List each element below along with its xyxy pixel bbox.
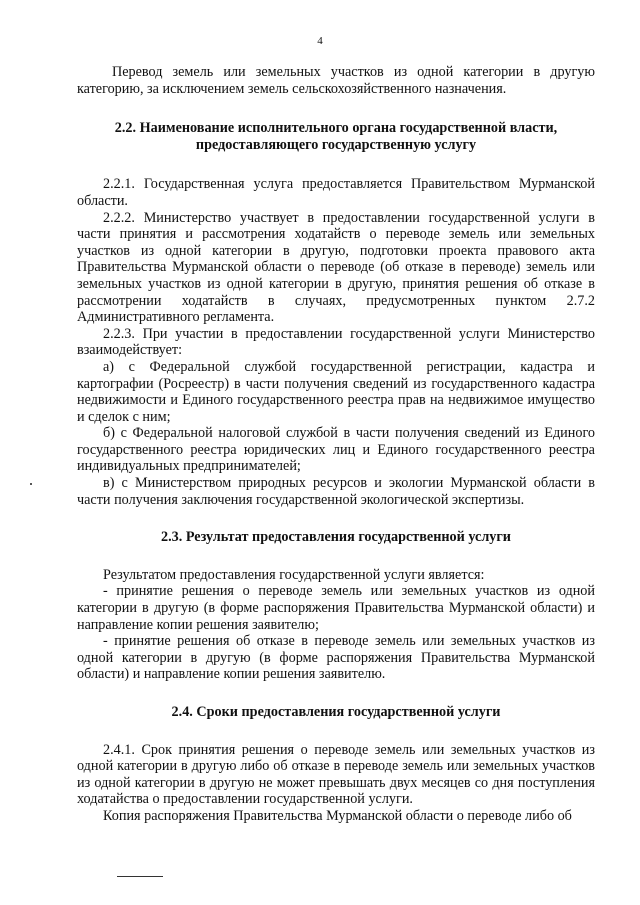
document-body [77,64,595,825]
scan-mark [30,483,32,485]
paragraph-2-2-3-c: в) с Министерством природных ресурсов и экологии Мурманской области в части получения заключения государственной экологической экспертизы. [77,475,595,508]
paragraph-2-2-3-a: а) с Федеральной службой государственной регистрации, кадастра и картографии (Росреестр) в части получения сведений из государственного кадастра недвижимости и Единого государственного реестра прав на недвижимое имущество и сделок с ним; [77,358,595,425]
paragraph-2-3-item-1: - принятие решения о переводе земель или земельных участков из одной категории в другую (в форме распоряжения Правительства Мурманской области) и направление копии решения заявителю; [77,583,595,633]
paragraph-2-4-1: 2.4.1. Срок принятия решения о переводе земель или земельных участков из одной категории в другую либо об отказе в переводе земель или земельных участков из одной категории в другую не может превышать двух месяцев со дня поступления ходатайства о предоставлении государственной услуги. [77,741,595,808]
paragraph-2-3-item-2: - принятие решения об отказе в переводе земель или земельных участков из одной категории в другую (в форме распоряжения Правительства Мурманской области) и направление копии решения заявителю. [77,633,595,683]
section-2-3-heading: 2.3. Результат предоставления государственной услуги [160,529,511,546]
paragraph-2-2-2: 2.2.2. Министерство участвует в предоставлении государственной услуги в части принятия и рассмотрения ходатайств о переводе земель или земельных участков из одной категории в другую, подготовки проекта правового акта Правительства Мурманской области о переводе (об отказе в переводе) земель или земельных участков из одной категории в другую, принятия решения об отказе в рассмотрении ходатайств в случаях, предусмотренных пунктом 2.7.2 Административного регламента. [77,209,595,326]
page-number: 4 [317,35,323,47]
paragraph-2-2-1: 2.2.1. Государственная услуга предоставляется Правительством Мурманской области. [77,176,595,209]
paragraph-2-2-3: 2.2.3. При участии в предоставлении государственной услуги Министерство взаимодействует: [77,325,595,359]
paragraph-2-4-copy: Копия распоряжения Правительства Мурманской области о переводе либо об [103,807,572,824]
section-2-4-heading: 2.4. Сроки предоставления государственной услуги [171,704,501,720]
section-2-2-heading: 2.2. Наименование исполнительного органа государственной власти, предоставляющего государственную услугу [114,120,558,153]
footer-rule [117,876,163,877]
paragraph-2-2-3-b: б) с Федеральной налоговой службой в части получения сведений из Единого государственного реестра юридических лиц и Единого государственного реестра индивидуальных предпринимателей; [77,425,595,475]
intro-paragraph: Перевод земель или земельных участков из одной категории в другую категорию, за исключением земель сельскохозяйственного назначения. [77,64,595,97]
paragraph-2-3-intro: Результатом предоставления государственной услуги является: [103,566,485,583]
